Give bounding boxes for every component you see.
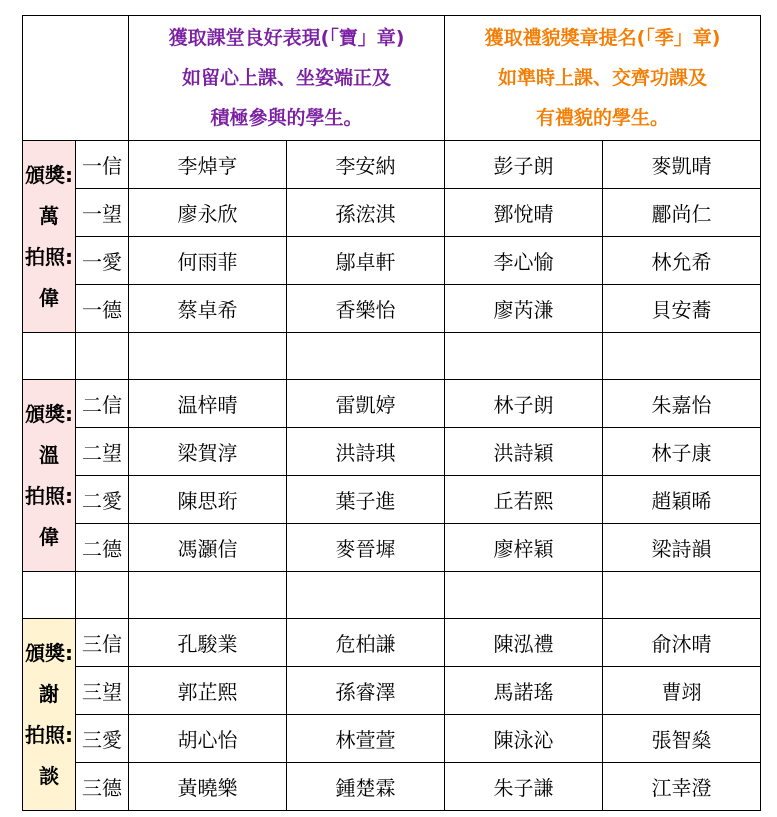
awards-table [22,15,761,811]
student-name-cell: 洪詩琪 [287,428,445,476]
student-name-cell: 何雨菲 [129,237,287,285]
student-name-cell: 朱子謙 [445,763,603,811]
header-row [23,16,761,141]
spacer-cell [129,572,287,619]
table-row [23,380,761,428]
header-right-line-2: 如準時上課、交齊功課及 [497,67,707,89]
header-right-line-3: 有禮貌的學生。 [535,107,669,129]
side-label-line: 頒獎: [25,401,73,426]
header-left-line-2: 如留心上課、坐姿端正及 [181,67,391,89]
spacer-cell [445,333,603,380]
student-name-cell: 陳泓禮 [445,619,603,667]
student-name-cell: 林允希 [603,237,761,285]
side-label-line: 謝 [39,681,59,706]
spacer-cell [76,333,129,380]
class-name-cell: 一望 [76,189,129,237]
side-label-line: 拍照: [25,244,73,269]
side-label-line: 頒獎: [25,162,73,187]
presenter-photographer-cell [23,619,76,811]
student-name-cell: 陳思珩 [129,476,287,524]
student-name-cell: 馬諾瑤 [445,667,603,715]
student-name-cell: 孔駿業 [129,619,287,667]
header-left-line-1: 獲取課堂良好表現(「寶」章) [168,27,405,49]
student-name-cell: 趙穎晞 [603,476,761,524]
spacer-cell [287,333,445,380]
spacer-cell [129,333,287,380]
class-name-cell: 一德 [76,285,129,333]
table-row [23,428,761,476]
class-name-cell: 二德 [76,524,129,572]
header-corner-cell [23,16,129,141]
student-name-cell: 洪詩穎 [445,428,603,476]
class-name-cell: 二信 [76,380,129,428]
side-label-line: 偉 [39,285,59,310]
student-name-cell: 鄔卓軒 [287,237,445,285]
student-name-cell: 郭芷熙 [129,667,287,715]
spacer-row [23,333,761,380]
student-name-cell: 葉子進 [287,476,445,524]
side-label-line: 偉 [39,524,59,549]
class-name-cell: 三德 [76,763,129,811]
student-name-cell: 危柏謙 [287,619,445,667]
class-name-cell: 三信 [76,619,129,667]
student-name-cell: 張智燊 [603,715,761,763]
header-left-line-3: 積極參與的學生。 [210,107,363,129]
student-name-cell: 雷凱婷 [287,380,445,428]
spacer-cell [445,572,603,619]
student-name-cell: 梁賀淳 [129,428,287,476]
student-name-cell: 温梓晴 [129,380,287,428]
side-label-line: 萬 [39,203,59,228]
student-name-cell: 廖永欣 [129,189,287,237]
spacer-cell [603,572,761,619]
student-name-cell: 胡心怡 [129,715,287,763]
student-name-cell: 鍾楚霖 [287,763,445,811]
table-row [23,189,761,237]
student-name-cell: 俞沐晴 [603,619,761,667]
header-right-line-1: 獲取禮貌獎章提名(「季」章) [484,27,721,49]
class-name-cell: 一信 [76,141,129,189]
student-name-cell: 李焯亨 [129,141,287,189]
spacer-cell [603,333,761,380]
student-name-cell: 蔡卓希 [129,285,287,333]
student-name-cell: 香樂怡 [287,285,445,333]
class-name-cell: 二愛 [76,476,129,524]
student-name-cell: 貝安蕎 [603,285,761,333]
student-name-cell: 林子康 [603,428,761,476]
table-row [23,715,761,763]
table-row [23,619,761,667]
spacer-cell [23,333,76,380]
presenter-photographer-cell [23,141,76,333]
student-name-cell: 彭子朗 [445,141,603,189]
class-name-cell: 一愛 [76,237,129,285]
table-row [23,667,761,715]
header-courtesy-nomination [445,16,761,141]
student-name-cell: 馮灝信 [129,524,287,572]
presenter-photographer-cell [23,380,76,572]
header-good-performance [129,16,445,141]
student-name-cell: 陳泳沁 [445,715,603,763]
student-name-cell: 鄧悅晴 [445,189,603,237]
table-row [23,476,761,524]
table-row [23,237,761,285]
student-name-cell: 孫浤淇 [287,189,445,237]
student-name-cell: 廖梓穎 [445,524,603,572]
table-row [23,141,761,189]
student-name-cell: 曹翊 [603,667,761,715]
class-name-cell: 三愛 [76,715,129,763]
side-label-line: 拍照: [25,483,73,508]
side-label-line: 溫 [39,442,59,467]
student-name-cell: 酈尚仁 [603,189,761,237]
side-label-line: 頒獎: [25,640,73,665]
spacer-cell [23,572,76,619]
table-row [23,763,761,811]
student-name-cell: 黃曉樂 [129,763,287,811]
student-name-cell: 麥凱晴 [603,141,761,189]
student-name-cell: 廖芮溓 [445,285,603,333]
student-name-cell: 麥晉墀 [287,524,445,572]
student-name-cell: 孫睿澤 [287,667,445,715]
student-name-cell: 江幸澄 [603,763,761,811]
side-label-line: 拍照: [25,722,73,747]
student-name-cell: 梁詩韻 [603,524,761,572]
student-name-cell: 李心愉 [445,237,603,285]
class-name-cell: 三望 [76,667,129,715]
table-row [23,285,761,333]
side-label-line: 談 [39,763,59,788]
spacer-row [23,572,761,619]
student-name-cell: 林子朗 [445,380,603,428]
student-name-cell: 朱嘉怡 [603,380,761,428]
student-name-cell: 林萱萱 [287,715,445,763]
spacer-cell [76,572,129,619]
student-name-cell: 丘若熙 [445,476,603,524]
table-row [23,524,761,572]
spacer-cell [287,572,445,619]
class-name-cell: 二望 [76,428,129,476]
student-name-cell: 李安納 [287,141,445,189]
